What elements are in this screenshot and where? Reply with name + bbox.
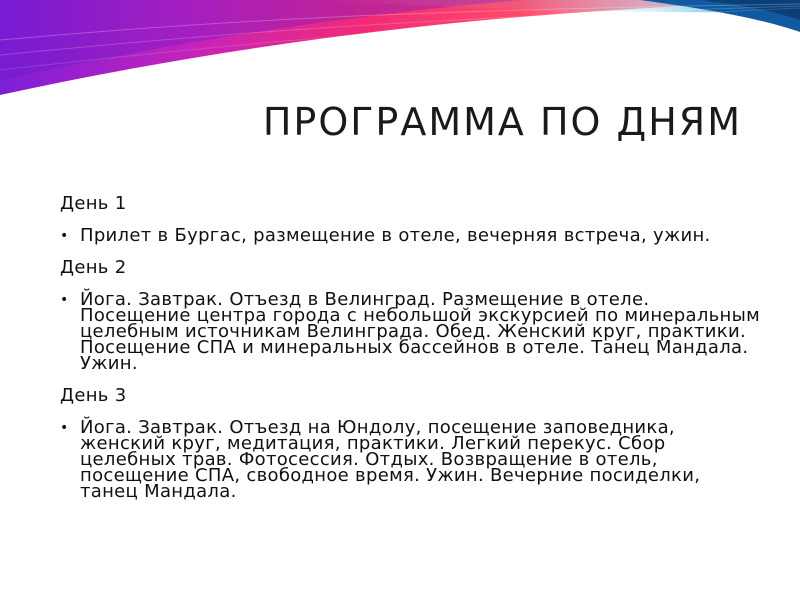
bullet-dot-icon: •	[60, 420, 69, 436]
day-3-heading: День 3	[60, 385, 127, 406]
day-1-heading: День 1	[60, 193, 127, 214]
day-1-bullet	[60, 225, 760, 246]
day-3-bullet	[60, 417, 760, 502]
day-2-heading: День 2	[60, 257, 127, 278]
day-2-bullet	[60, 289, 761, 374]
slide-title: ПРОГРАММА ПО ДНЯМ	[262, 100, 742, 144]
day-2-bullet-text: Йога. Завтрак. Отъезд в Велинград. Размещение в отеле. Посещение центра города с небольшой экскурсией по минеральным целебным источникам Велинграда. Обед. Женский круг, практики. Посещение СПА и минеральных бассейнов в отеле. Танец Мандала. Ужин.	[80, 289, 761, 374]
day-1-bullet-text: Прилет в Бургас, размещение в отеле, вечерняя встреча, ужин.	[80, 225, 711, 246]
bullet-dot-icon: •	[60, 292, 69, 308]
decorative-swoosh-banner	[0, 0, 800, 110]
bullet-dot-icon: •	[60, 228, 69, 244]
day-3-bullet-text: Йога. Завтрак. Отъезд на Юндолу, посещение заповедника, женский круг, медитация, практики. Легкий перекус. Сбор целебных трав. Фотосессия. Отдых. Возвращение в отель, посещение СПА, свободное время. Ужин. Вечерние посиделки, танец Мандала.	[80, 417, 701, 502]
slide-content	[60, 194, 760, 514]
